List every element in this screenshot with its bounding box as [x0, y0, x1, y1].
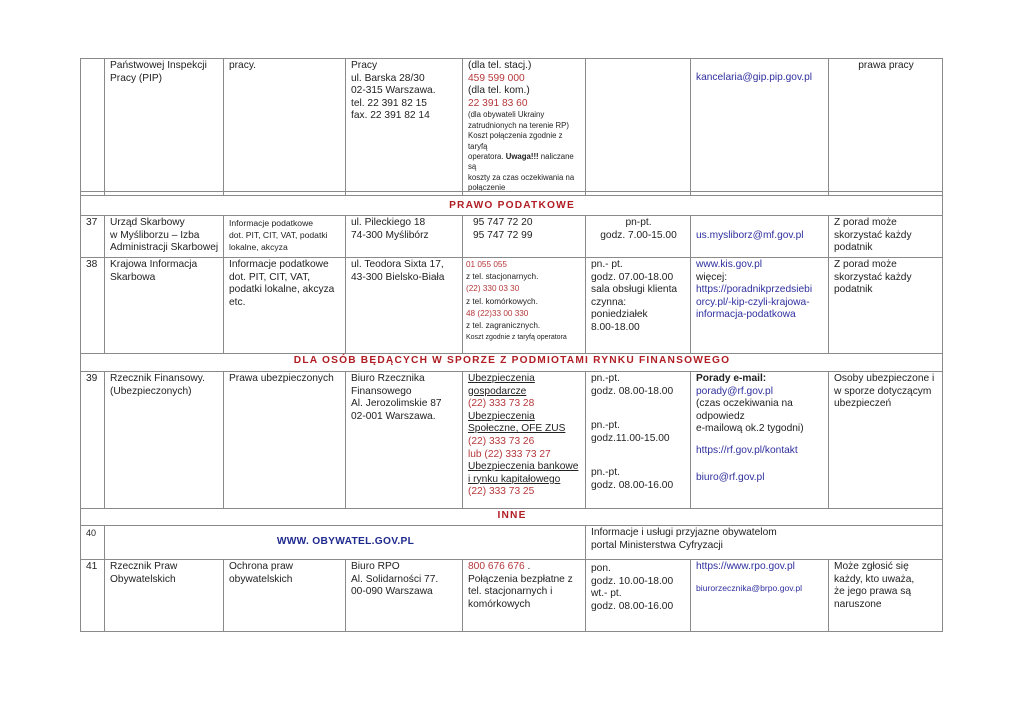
phones [463, 258, 586, 354]
note-text: naliczane są [468, 152, 574, 172]
phone-number[interactable]: (22) 330 03 30 [466, 284, 520, 294]
text-line: Państwowej Inspekcji [110, 60, 207, 71]
phone-group-label: Ubezpieczenia bankowe [468, 461, 579, 473]
text-line: 00-090 Warszawa [351, 586, 433, 598]
hours [586, 59, 691, 196]
row-number: 39 [81, 372, 105, 509]
portal-description [586, 526, 943, 560]
text-line: Rzecznik Praw [110, 561, 178, 572]
table-row [81, 59, 943, 196]
text-line: Al. Solidarności 77. [351, 573, 439, 585]
text-line: Obywatelskich [110, 573, 176, 585]
text-line: poniedziałek [591, 309, 648, 321]
note-line: (dla obywateli Ukrainy [468, 110, 545, 120]
phone-group-label: gospodarcze [468, 385, 527, 397]
text-line: Informacje i usługi przyjazne obywatelom [591, 527, 777, 538]
text-line: e-mailową ok.2 tygodni) [696, 423, 804, 435]
phone-label: (dla tel. kom.) [468, 85, 530, 97]
phone-label: z tel. komórkowych. [466, 296, 538, 306]
text-line: Urząd Skarbowy [110, 217, 185, 228]
text-line: 74-300 Myślibórz [351, 229, 429, 241]
who-can-use [829, 258, 943, 354]
note-text: operatora. [468, 152, 506, 161]
section-header-row [81, 192, 943, 216]
text-line: lokalne, akcyza [229, 242, 288, 252]
table-row [81, 258, 943, 354]
website-link[interactable]: https://www.rpo.gov.pl [696, 561, 795, 572]
row-number: 41 [81, 560, 105, 632]
text-line: tel. 22 391 82 15 [351, 97, 427, 109]
text-line: Z porad może [834, 217, 897, 228]
text-line: obywatelskich [229, 573, 293, 585]
section-title-other: INNE [81, 509, 943, 526]
text-line: pn.-pt. [591, 420, 620, 432]
text-line: godz. 08.00-16.00 [591, 479, 674, 491]
text-line: 02-315 Warszawa. [351, 85, 436, 97]
table-row [81, 372, 943, 509]
phone-number[interactable]: 01 055 055 [466, 260, 507, 269]
who-can-use [829, 216, 943, 258]
text-line: komórkowych [468, 598, 531, 610]
who-can-use [829, 372, 943, 509]
phone-label: (dla tel. stacj.) [468, 60, 532, 71]
phone-group-label: Społeczne, OFE ZUS [468, 423, 566, 435]
text-line: godz. 08.00-18.00 [591, 385, 674, 397]
hours [586, 560, 691, 632]
portal-link[interactable]: WWW. OBYWATEL.GOV.PL [105, 526, 586, 560]
note-line: Koszt połączenia zgodnie z taryfą [468, 131, 563, 151]
email-cell [691, 59, 829, 196]
section-title-financial: DLA OSÓB BĘDĄCYCH W SPORZE Z PODMIOTAMI RYNKU FINANSOWEGO [81, 354, 943, 372]
text-line: godz. 07.00-18.00 [591, 271, 674, 283]
text-line: (Ubezpieczonych) [110, 385, 192, 397]
scope [224, 216, 346, 258]
text-line: Prawa ubezpieczonych [229, 373, 334, 384]
email-cell [691, 216, 829, 258]
table-row [81, 216, 943, 258]
web-cell [691, 560, 829, 632]
email-cell [691, 372, 829, 509]
email-link[interactable]: kancelaria@gip.pip.gov.pl [696, 72, 813, 83]
row-number [81, 59, 105, 196]
text-line: naruszone [834, 598, 882, 610]
text-line: 02-001 Warszawa. [351, 410, 436, 422]
web-cell [691, 258, 829, 354]
phone-label: z tel. stacjonarnych. [466, 272, 539, 282]
text-line: podatnik [834, 284, 873, 296]
text-line: godz. 08.00-16.00 [591, 600, 674, 612]
scope [224, 372, 346, 509]
text-line: ul. Barska 28/30 [351, 72, 425, 84]
text-line: czynna: [591, 296, 627, 308]
institution-name [105, 258, 224, 354]
text-line: że jego prawa są [834, 586, 912, 598]
phone-number[interactable]: 22 391 83 60 [468, 97, 528, 109]
text-line: pn.-pt. [591, 467, 620, 479]
text-line: Ochrona praw [229, 561, 293, 572]
address [346, 216, 463, 258]
text-line: sala obsługi klienta [591, 284, 678, 296]
note-line: zatrudnionych na terenie RP) [468, 120, 569, 130]
phone-number[interactable]: 95 747 72 99 [473, 229, 533, 241]
text-line: (czas oczekiwania na [696, 398, 793, 410]
text-line: Al. Jerozolimskie 87 [351, 398, 442, 410]
text-line: Może zgłosić się [834, 561, 909, 572]
text-line: tel. stacjonarnych i [468, 586, 553, 598]
hours [586, 372, 691, 509]
address [346, 372, 463, 509]
phone-number[interactable]: 48 (22)33 00 330 [466, 308, 529, 318]
text-line: w sporze dotyczącym [834, 385, 932, 397]
contact-link[interactable]: https://rf.gov.pl/kontakt [696, 444, 798, 456]
scope [224, 560, 346, 632]
text-line: odpowiedz [696, 410, 745, 422]
row-number: 40 [81, 526, 105, 560]
text-line: podatki lokalne, akcyza [229, 284, 335, 296]
fragment-table [80, 58, 943, 196]
link-line[interactable]: orcy.pl/-kip-czyli-krajowa- [696, 296, 810, 308]
text-line: 43-300 Bielsko-Biała [351, 271, 445, 283]
phone-number[interactable]: (22) 333 73 25 [468, 486, 535, 498]
text-line: Informacje podatkowe [229, 259, 329, 270]
text-line: w Myśliborzu – Izba [110, 229, 200, 241]
row-number: 37 [81, 216, 105, 258]
text-line: dot. PIT, CIT, VAT, [229, 271, 311, 283]
section-title-tax: PRAWO PODATKOWE [81, 192, 943, 216]
section-header-row [81, 509, 943, 526]
address [346, 258, 463, 354]
address [346, 59, 463, 196]
text-line: fax. 22 391 82 14 [351, 110, 430, 122]
phone-group-label: Ubezpieczenia [468, 410, 535, 422]
text-line: 8.00-18.00 [591, 321, 640, 333]
text-line: Finansowego [351, 385, 412, 397]
phone-number[interactable]: lub (22) 333 73 27 [468, 448, 551, 460]
phone-number[interactable]: (22) 333 73 26 [468, 435, 535, 447]
phones [463, 216, 586, 258]
text-line: Krajowa Informacja [110, 259, 198, 270]
text-line: etc. [229, 296, 246, 308]
scope [224, 258, 346, 354]
text-line: portal Ministerstwa Cyfryzacji [591, 539, 723, 551]
text-line: Informacje podatkowe [229, 218, 314, 228]
text-line: ul. Pileckiego 18 [351, 217, 426, 228]
text-line: pn-pt. [625, 217, 652, 228]
hours [586, 216, 691, 258]
text-line: Administracji Skarbowej [110, 242, 219, 254]
email-link[interactable]: biurorzecznika@brpo.gov.pl [696, 582, 803, 593]
note-line: połączenie [468, 183, 506, 193]
text-line: Rzecznik Finansowy. [110, 373, 205, 384]
text-line: pon. [591, 563, 611, 574]
note-line: koszty za czas oczekiwania na [468, 172, 575, 182]
row-number: 38 [81, 258, 105, 354]
note-warning: Uwaga!!! [505, 152, 539, 161]
text-line: Połączenia bezpłatne z [468, 573, 573, 585]
phone-group-label: i rynku kapitałowego [468, 473, 561, 485]
text-line: Pracy (PIP) [110, 72, 163, 84]
text-line: Skarbowa [110, 271, 156, 283]
office-email-link[interactable]: biuro@rf.gov.pl [696, 471, 765, 483]
text-line: podatnik [834, 242, 873, 254]
phone-note: Koszt zgodnie z taryfą operatora [466, 334, 567, 342]
text-line: wt.- pt. [591, 588, 622, 600]
institution-name [105, 560, 224, 632]
text-line: skorzystać każdy [834, 271, 912, 283]
website-link[interactable]: www.kis.gov.pl [696, 259, 763, 270]
phones [463, 560, 586, 632]
institution-name [105, 216, 224, 258]
phone-label: z tel. zagranicznych. [466, 321, 541, 331]
text-line: pracy. [229, 60, 256, 71]
section-header-row [81, 354, 943, 372]
phone-group-label: Ubezpieczenia [468, 373, 535, 384]
text-line: każdy, kto uważa, [834, 573, 915, 585]
link-line[interactable]: https://poradnikprzedsiebi [696, 284, 813, 296]
phone-number[interactable]: (22) 333 73 28 [468, 398, 535, 410]
text-line: Osoby ubezpieczone i [834, 373, 935, 384]
phone-number[interactable]: 800 676 676 [468, 561, 525, 572]
text-line: ubezpieczeń [834, 398, 892, 410]
contacts-table [80, 191, 943, 632]
who-can-use [829, 59, 943, 196]
more-info-link[interactable] [696, 284, 824, 322]
phone-number[interactable]: 95 747 72 20 [473, 217, 533, 228]
link-line[interactable]: informacja-podatkowa [696, 309, 796, 321]
email-link[interactable]: us.mysliborz@mf.gov.pl [696, 230, 804, 242]
text-line: więcej: [696, 271, 728, 283]
note-line [468, 152, 581, 173]
text-line: godz. 10.00-18.00 [591, 575, 674, 587]
email-link[interactable]: porady@rf.gov.pl [696, 385, 773, 397]
text-line: Biuro Rzecznika [351, 373, 425, 384]
scope [224, 59, 346, 196]
text-line: prawa pracy [858, 60, 914, 71]
phones [463, 372, 586, 509]
text-line: pn.- pt. [591, 259, 623, 270]
punctuation: . [524, 561, 531, 572]
address [346, 560, 463, 632]
text-line: godz.11.00-15.00 [591, 432, 670, 444]
phones [463, 59, 586, 196]
text-line: Z porad może [834, 259, 897, 270]
hours [586, 258, 691, 354]
institution-name [105, 59, 224, 196]
email-label: Porady e-mail: [696, 373, 767, 384]
table-row [81, 560, 943, 632]
text-line: Biuro RPO [351, 561, 400, 572]
text-line: godz. 7.00-15.00 [600, 229, 677, 241]
text-line: Pracy [351, 60, 378, 71]
phone-line [468, 561, 581, 574]
text-line: skorzystać każdy [834, 229, 912, 241]
table-row [81, 526, 943, 560]
institution-name [105, 372, 224, 509]
who-can-use [829, 560, 943, 632]
text-line: dot. PIT, CIT, VAT, podatki [229, 230, 328, 240]
text-line: ul. Teodora Sixta 17, [351, 259, 444, 270]
text-line: pn.-pt. [591, 373, 620, 384]
phone-number[interactable]: 459 599 000 [468, 72, 525, 84]
